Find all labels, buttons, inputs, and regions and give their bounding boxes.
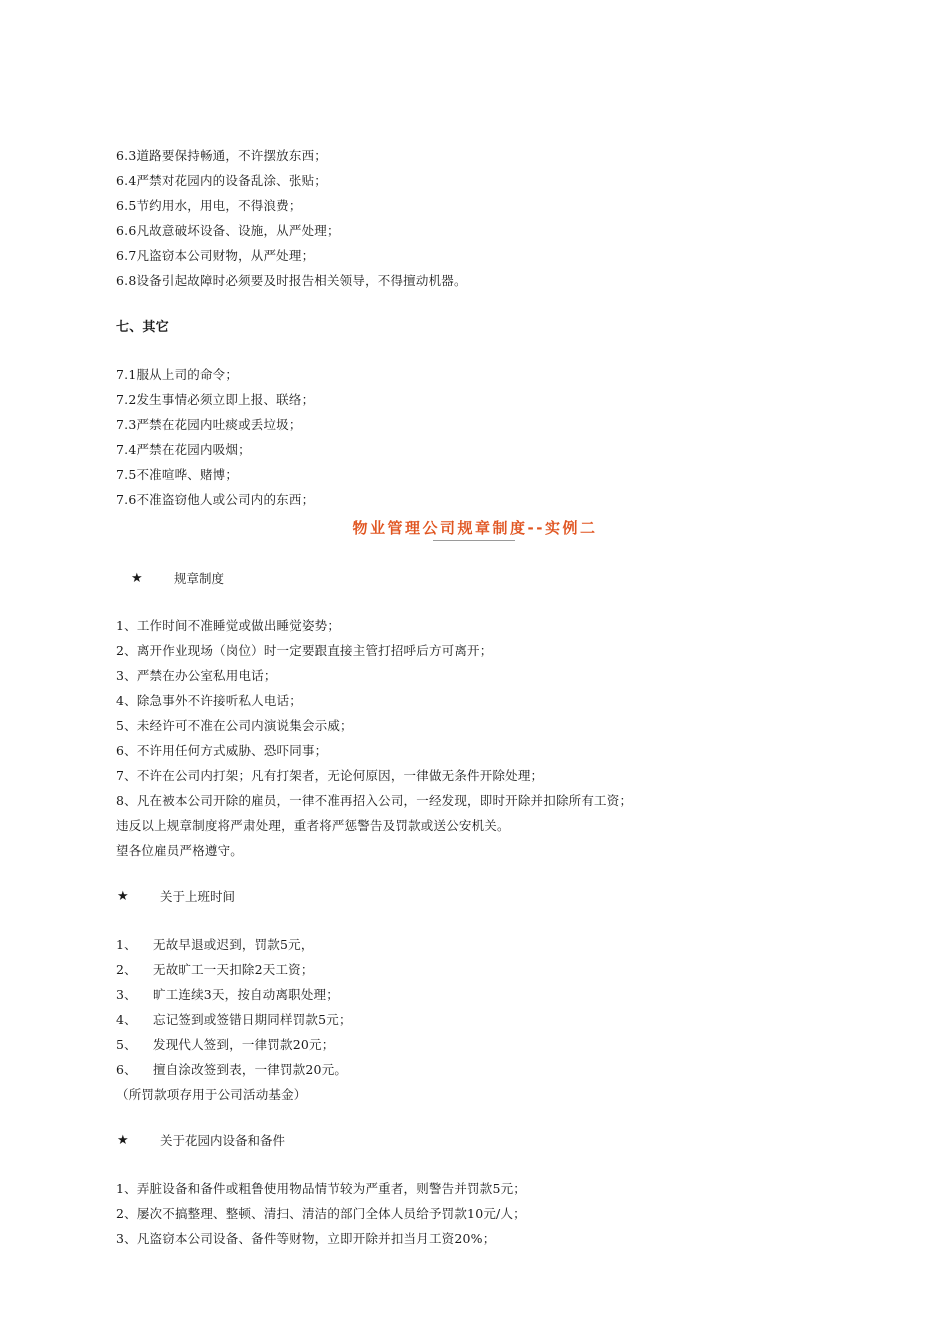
- section-heading: 关于上班时间: [160, 889, 236, 904]
- rule-item: 2、离开作业现场（岗位）时一定要跟直接主管打招呼后方可离开；: [116, 643, 493, 658]
- rule-item: 6.7凡盗窃本公司财物，从严处理；: [116, 248, 315, 263]
- rule-item: 3、凡盗窃本公司设备、备件等财物，立即开除并扣当月工资20%；: [116, 1231, 496, 1246]
- rule-item: 6、不许用任何方式威胁、恐吓同事；: [116, 743, 328, 758]
- rule-item: [116, 962, 314, 978]
- rule-text: 发现代人签到，一律罚款20元；: [153, 1037, 335, 1052]
- rule-item: 7.2发生事情必须立即上报、联络；: [116, 392, 315, 407]
- rule-item: [116, 987, 339, 1003]
- rule-item: 1、工作时间不准睡觉或做出睡觉姿势；: [116, 618, 341, 633]
- rule-item: 8、凡在被本公司开除的雇员，一律不准再招入公司，一经发现，即时开除并扣除所有工资；: [116, 793, 633, 808]
- rule-item: 7.4严禁在花园内吸烟；: [116, 442, 251, 457]
- document-title: 物业管理公司规章制度--实例二: [352, 519, 598, 537]
- rule-item: 1、弄脏设备和备件或粗鲁使用物品情节较为严重者，则警告并罚款5元；: [116, 1181, 527, 1196]
- rule-item: [116, 937, 314, 953]
- rule-item: 望各位雇员严格遵守。: [116, 843, 244, 858]
- star-icon: ★: [117, 1133, 129, 1148]
- rule-item: 2、屡次不搞整理、整顿、清扫、清洁的部门全体人员给予罚款10元/人；: [116, 1206, 526, 1221]
- rule-text: 擅自涂改签到表，一律罚款20元。: [153, 1062, 348, 1077]
- rule-item: 6.8设备引起故障时必须要及时报告相关领导，不得擅动机器。: [116, 273, 467, 288]
- rule-item: [116, 1037, 334, 1053]
- rule-number: 2、: [116, 962, 137, 977]
- rule-item: 7.6不准盗窃他人或公司内的东西；: [116, 492, 315, 507]
- rule-text: 无故旷工一天扣除2天工资；: [153, 962, 314, 977]
- star-icon: ★: [131, 571, 143, 586]
- rule-number: 1、: [116, 937, 137, 952]
- rule-text: 忘记签到或签错日期同样罚款5元；: [153, 1012, 352, 1027]
- rule-item: 6.3道路要保持畅通，不许摆放东西；: [116, 148, 327, 163]
- rule-item: 6.4严禁对花园内的设备乱涂、张贴；: [116, 173, 327, 188]
- rule-note: （所罚款项存用于公司活动基金）: [116, 1087, 307, 1102]
- star-icon: ★: [117, 889, 129, 904]
- rule-number: 5、: [116, 1037, 137, 1052]
- rule-item: [116, 1012, 352, 1028]
- rule-item: 3、严禁在办公室私用电话；: [116, 668, 277, 683]
- rule-item: [116, 1062, 347, 1078]
- rule-item: 7.3严禁在花园内吐痰或丢垃圾；: [116, 417, 302, 432]
- rule-number: 6、: [116, 1062, 137, 1077]
- rule-text: 无故早退或迟到，罚款5元，: [153, 937, 314, 952]
- rule-item: 7、不许在公司内打架；凡有打架者，无论何原因，一律做无条件开除处理；: [116, 768, 544, 783]
- rule-item: 7.1服从上司的命令；: [116, 367, 239, 382]
- rule-number: 4、: [116, 1012, 137, 1027]
- section-heading: 七、其它: [116, 320, 169, 335]
- rule-number: 3、: [116, 987, 137, 1002]
- rule-item: 6.5节约用水，用电，不得浪费；: [116, 198, 302, 213]
- rule-item: 6.6凡故意破坏设备、设施，从严处理；: [116, 223, 340, 238]
- rule-text: 旷工连续3天，按自动离职处理；: [153, 987, 339, 1002]
- title-underline: [433, 540, 515, 541]
- section-heading: 规章制度: [174, 571, 225, 586]
- section-heading: 关于花园内设备和备件: [160, 1133, 286, 1148]
- rule-item: 7.5不准喧哗、赌博；: [116, 467, 239, 482]
- rule-item: 5、未经许可不准在公司内演说集会示威；: [116, 718, 353, 733]
- rule-item: 4、除急事外不许接听私人电话；: [116, 693, 302, 708]
- rule-item: 违反以上规章制度将严肃处理，重者将严惩警告及罚款或送公安机关。: [116, 818, 510, 833]
